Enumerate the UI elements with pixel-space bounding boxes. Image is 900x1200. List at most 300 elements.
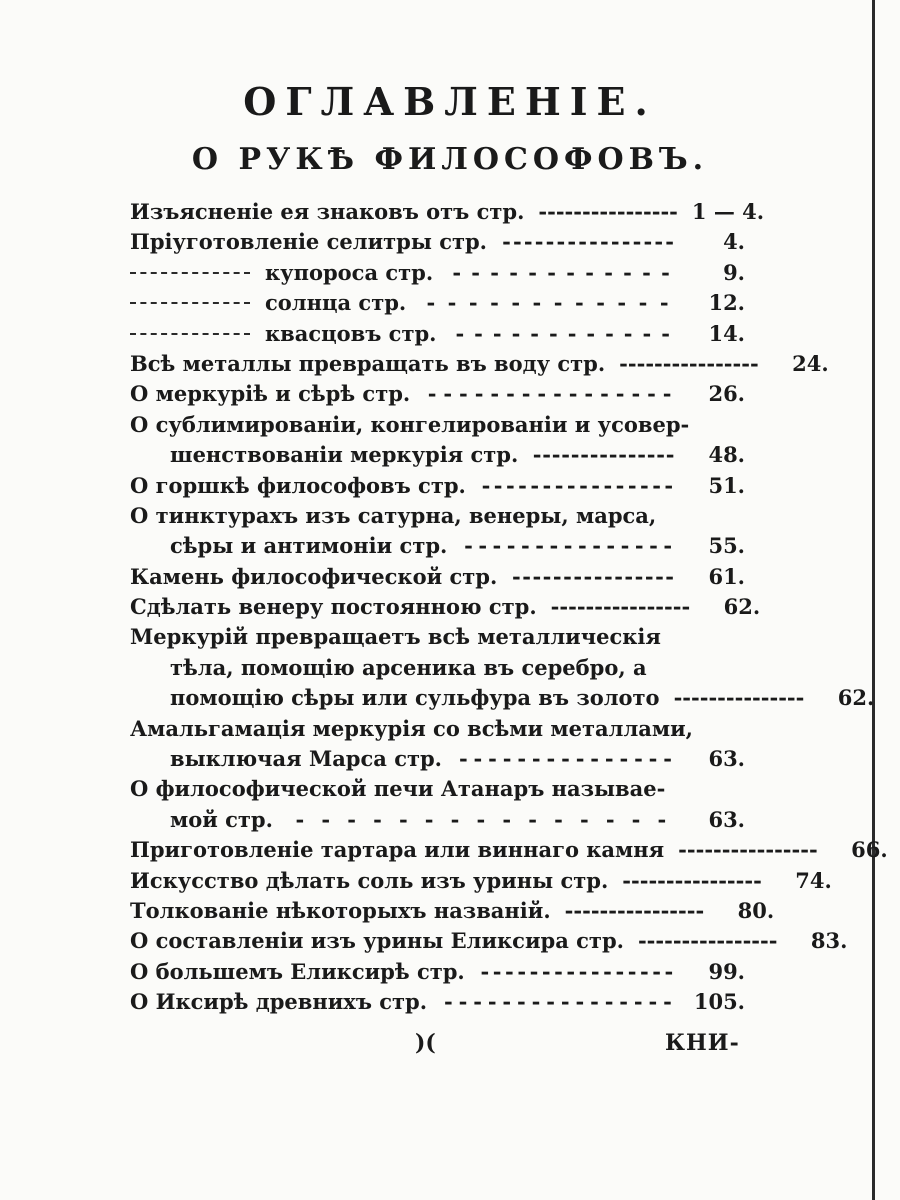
toc-entry-text: О философической печи Атанаръ называе- [130,776,666,802]
leader-dash: - [578,229,587,255]
toc-entry [130,987,745,1017]
leader-dash: - [697,350,707,376]
toc-entry [130,471,745,501]
leader-dash: - [661,320,670,346]
leader-dash: - [621,229,631,255]
toc-entry-line [130,987,745,1017]
toc-entry-line [130,866,832,896]
leader-dash: - [530,472,540,498]
toc-entry-line [130,258,745,288]
leader-dash: - [502,746,512,772]
toc-page-number: 14. [708,320,745,346]
leader-dash: - [643,199,652,224]
leader-dash: - [548,320,558,346]
dot-leader [273,805,689,835]
leader-dash: - [452,259,462,285]
leader-dash: - [638,290,648,316]
toc-page-number: 66. [851,837,888,863]
leader-dash: - [582,897,591,923]
toc-page-number: 62. [837,685,875,711]
toc-page-number: 9. [723,259,745,285]
leader-dash: - [643,897,652,923]
leader-dash: - [608,442,618,468]
toc-entry-line [130,714,745,744]
leader-dash: - [708,685,718,711]
leader-dash: - [625,897,635,923]
toc-entry [130,349,829,379]
toc-entry [130,622,875,713]
leader-dash: - [733,928,743,954]
leader-dash: - [512,229,522,255]
leader-dash: - [568,381,578,407]
toc-page-number: 63. [708,806,745,832]
leader-dash: - [782,837,792,863]
leader-dash: - [664,928,673,954]
leader-dash: - [734,685,744,711]
leader-dash: - [657,806,667,832]
leader-dash: - [744,867,754,893]
leader-dash: - [585,594,595,620]
toc-entry-line [130,379,745,409]
leader-dash: - [574,290,584,316]
leader-dash: - [551,442,561,468]
leader-dash: - [528,806,537,832]
leader-dash: - [655,928,665,954]
leader-dash: - [698,928,708,954]
leader-dash: - [521,381,531,407]
leader-dash: - [604,259,613,285]
leader-dash: - [639,867,649,893]
leader-dash: - [594,594,603,620]
toc-page-number: 80. [737,897,775,923]
leader-dash: - [568,594,577,620]
leader-dash: - [717,685,726,711]
leader-dash: - [768,928,778,954]
leader-dash: - [735,867,745,893]
leader-dash: - [726,867,736,893]
leader-dash: - [589,229,598,255]
dot-leader [660,683,819,713]
leader-dash: - [474,381,484,407]
leader-dash: - [600,381,609,407]
dot-leader [497,562,689,592]
leader-dash: - [478,533,488,559]
toc-entry-line [130,440,745,470]
toc-page-number: 51. [708,472,745,498]
leader-dash: - [476,806,486,832]
leader-dash: - [447,290,457,316]
leader-dash: - [490,259,499,285]
leader-dash: - [549,533,559,559]
leader-dash: - [492,533,502,559]
leader-dash: - [760,685,770,711]
leader-dash: - [743,685,753,711]
leader-dash: - [542,563,552,589]
leader-dash: - [567,229,577,255]
leader-dash: - [645,350,655,376]
toc-entry-text: выключая Марса стр. [170,746,442,772]
toc-entry [130,896,775,926]
leader-dash: - [655,594,665,620]
leader-dash: - [651,897,661,923]
toc-entry-line [130,349,829,379]
toc-entry-text: О тинктурахъ изъ сатурна, венеры, марса, [130,502,657,528]
leader-dash: - [488,746,497,772]
toc-entry [130,379,745,409]
leader-dash: - [480,958,490,984]
page-title: ОГЛАВЛЕНІЕ. [243,79,657,124]
toc-page-number: 83. [810,928,848,954]
leader-dash: - [542,442,551,468]
leader-dash: - [723,350,733,376]
leader-dash: - [713,837,722,863]
leader-dash: - [614,563,623,589]
leader-dash: - [531,989,541,1015]
leader-dash: - [458,746,468,772]
toc-entry-line [130,683,875,713]
toc-entry-text: Меркурій превращаетъ всѣ металлическія [130,624,661,650]
leader-dash: - [502,229,511,255]
leader-dash: - [554,806,563,832]
leader-dash: - [718,867,727,893]
leader-dash: - [566,259,575,285]
leader-dash: - [739,837,748,863]
toc-entry-text: сѣры и антимоніи стр. [170,533,448,559]
leader-dash: - [683,867,693,893]
leader-dash: - [584,381,594,407]
toc-entry-text: О горшкѣ философовъ стр. [130,472,466,498]
dot-leader [466,471,689,501]
leader-dash: - [517,989,526,1015]
leader-dash: - [672,594,682,620]
toc-entry-line [130,227,745,257]
leader-dash: - [590,897,600,923]
leader-dash: - [512,563,521,589]
leader-dash: - [443,381,453,407]
leader-dash: - [637,442,646,468]
leader-dash: - [634,746,643,772]
leader-dash: - [631,806,641,832]
leader-dash: - [473,989,482,1015]
leader-dash: - [669,199,678,224]
dot-leader [518,440,689,470]
toc-entry [130,835,888,865]
leader-dash: - [664,594,673,620]
leader-dash: - [664,958,674,984]
toc-entry-text: Сдѣлать венеру постоянною стр. [130,594,537,620]
leader-dash: - [695,897,705,923]
toc-page-number: 105. [693,989,745,1015]
leader-dash: - [795,685,805,711]
leader-dash: - [590,989,599,1015]
leader-dash: - [559,594,569,620]
leader-dash: - [624,563,634,589]
leader-dash: - [443,989,453,1015]
toc-entry-line [130,896,775,926]
leader-dash: - [620,533,630,559]
leader-dash: - [634,199,644,224]
leader-dash: - [576,594,586,620]
leader-dash: - [529,958,539,984]
leader-dash: - [464,533,473,559]
toc-entry [130,258,745,288]
leader-dash: - [604,989,614,1015]
leader-dash: - [505,472,515,498]
leader-dash: - [473,746,483,772]
leader-dash: - [590,746,599,772]
leader-dash: - [602,594,612,620]
leader-dash: - [604,746,614,772]
leader-dash: - [631,381,641,407]
leader-dash: - [664,472,674,498]
leader-dash: - [715,350,724,376]
leader-dash: - [619,350,628,376]
toc-page-number: 63. [708,746,745,772]
toc-entry-text: Приготовленіе тартара или виннаго камня [130,837,665,863]
leader-dash: - [502,989,512,1015]
leader-dash: - [646,928,656,954]
dot-leader [524,197,692,227]
toc-page-number: 74. [795,867,832,893]
leader-dash: - [634,897,644,923]
leader-dash: - [655,563,664,589]
ditto-dashes [130,333,250,335]
toc-entry [130,957,745,987]
leader-dash: - [682,685,691,711]
leader-dash: - [756,837,766,863]
leader-dash: - [522,563,531,589]
leader-dash: - [662,350,672,376]
toc-entry-line [130,562,745,592]
leader-dash: - [620,594,630,620]
leader-dash: - [619,989,629,1015]
leader-dash: - [586,320,596,346]
leader-dash: - [579,806,589,832]
dot-leader [410,379,689,409]
dot-leader [608,866,776,896]
leader-dash: - [398,806,408,832]
toc-entry-line [130,805,745,835]
leader-dash: - [639,958,649,984]
leader-dash: - [487,989,497,1015]
leader-dash: - [530,320,539,346]
leader-dash: - [640,472,649,498]
toc-entry [130,562,745,592]
leader-dash: - [623,320,633,346]
leader-dash: - [808,837,818,863]
leader-dash: - [647,381,656,407]
leader-dash: - [622,867,631,893]
dot-leader [447,531,689,561]
toc-entry-text: квасцовъ стр. [265,320,437,346]
leader-dash: - [637,594,647,620]
toc-entry-line [130,501,745,531]
leader-dash: - [741,350,750,376]
leader-dash: - [681,594,691,620]
leader-dash: - [663,989,672,1015]
leader-dash: - [427,381,437,407]
leader-dash: - [695,837,705,863]
table-of-contents [130,197,888,1018]
leader-dash: - [800,837,809,863]
leader-dash: - [490,290,499,316]
catchword: КНИ- [665,1030,740,1056]
leader-dash: - [474,320,483,346]
leader-dash: - [554,472,564,498]
leader-dash: - [662,381,672,407]
leader-dash: - [732,350,742,376]
leader-dash: - [760,928,769,954]
leader-dash: - [753,867,762,893]
toc-entry-line [130,288,745,318]
leader-dash: - [634,563,644,589]
toc-entry-line [130,744,745,774]
toc-entry-line [130,926,848,956]
leader-dash: - [583,563,593,589]
toc-entry-text: Пріуготовленіе селитры стр. [130,229,487,255]
leader-dash: - [660,199,670,224]
leader-dash: - [295,806,305,832]
leader-dash: - [627,958,637,984]
dot-leader [664,835,832,865]
leader-dash: - [730,837,740,863]
leader-dash: - [608,199,617,224]
leader-dash: - [563,533,573,559]
leader-dash: - [579,472,588,498]
leader-dash: - [509,259,518,285]
leader-dash: - [347,806,356,832]
leader-dash: - [665,867,675,893]
toc-entry-text: О большемъ Еликсирѣ стр. [130,958,465,984]
leader-dash: - [686,837,696,863]
toc-entry [130,410,745,471]
leader-dash: - [721,837,731,863]
leader-dash: - [678,897,687,923]
leader-dash: - [560,989,570,1015]
leader-dash: - [686,897,696,923]
leader-dash: - [654,350,663,376]
toc-entry [130,227,745,257]
leader-dash: - [651,199,661,224]
toc-entry-text: Амальгамація меркурія со всѣми металлами, [130,715,693,741]
toc-entry-text: купороса стр. [265,259,434,285]
toc-entry-text: Всѣ металлы превращать въ воду стр. [130,350,606,376]
leader-dash: - [656,442,665,468]
leader-dash: - [681,928,691,954]
leader-dash: - [459,381,468,407]
leader-dash: - [643,229,653,255]
leader-dash: - [665,442,675,468]
leader-dash: - [517,958,527,984]
dot-leader [465,957,689,987]
leader-dash: - [575,989,585,1015]
leader-dash: - [778,685,787,711]
dot-leader [487,227,689,257]
leader-dash: - [578,958,588,984]
leader-dash: - [688,350,698,376]
leader-dash: - [566,958,576,984]
leader-dash: - [492,958,502,984]
toc-entry-text: шенствованіи меркурія стр. [170,442,519,468]
toc-entry [130,197,765,227]
leader-dash: - [652,958,661,984]
leader-dash: - [725,928,734,954]
leader-dash: - [673,685,683,711]
leader-dash: - [521,533,530,559]
leader-dash: - [665,563,675,589]
leader-dash: - [585,259,594,285]
leader-dash: - [502,806,512,832]
leader-dash: - [663,746,672,772]
leader-dash: - [468,290,478,316]
toc-entry-text: Камень философической стр. [130,563,498,589]
toc-page-number: 4. [723,229,745,255]
leader-dash: - [575,746,585,772]
dot-leader [605,349,773,379]
toc-entry [130,501,745,562]
leader-dash: - [625,199,635,224]
leader-dash: - [547,259,556,285]
leader-dash: - [541,958,551,984]
leader-dash: - [615,958,625,984]
leader-dash: - [546,746,556,772]
leader-dash: - [747,837,757,863]
leader-dash: - [599,199,609,224]
toc-page-number: 1 — 4. [691,199,765,224]
leader-dash: - [615,381,625,407]
leader-dash: - [605,806,615,832]
leader-dash: - [707,928,717,954]
ditto-dashes [130,302,250,304]
leader-dash: - [617,290,627,316]
leader-dash: - [573,897,583,923]
leader-dash: - [492,320,502,346]
leader-dash: - [471,259,481,285]
leader-dash: - [699,685,709,711]
leader-dash: - [619,746,629,772]
leader-dash: - [567,320,577,346]
toc-entry-text: Изъясненіе ея знаковъ отъ стр. [130,199,525,224]
toc-entry-text: О составленіи изъ урины Еликсира стр. [130,928,624,954]
leader-dash: - [786,685,796,711]
leader-dash: - [752,685,761,711]
leader-dash: - [547,199,556,224]
leader-dash: - [373,806,382,832]
dot-leader [436,319,689,349]
leader-dash: - [550,594,560,620]
leader-dash: - [700,867,710,893]
leader-dash: - [611,594,621,620]
leader-dash: - [573,563,583,589]
toc-entry-line [130,471,745,501]
leader-dash: - [561,746,570,772]
leader-dash: - [534,229,544,255]
dot-leader [624,926,792,956]
leader-dash: - [692,867,701,893]
leader-dash: - [769,685,779,711]
leader-dash: - [606,533,616,559]
leader-dash: - [590,199,600,224]
leader-dash: - [426,290,436,316]
leader-dash: - [603,958,612,984]
leader-dash: - [646,594,656,620]
leader-dash: - [553,381,562,407]
leader-dash: - [591,472,600,498]
leader-dash: - [691,685,700,711]
toc-page-number: 55. [708,533,745,559]
leader-dash: - [599,229,609,255]
leader-dash: - [511,320,521,346]
